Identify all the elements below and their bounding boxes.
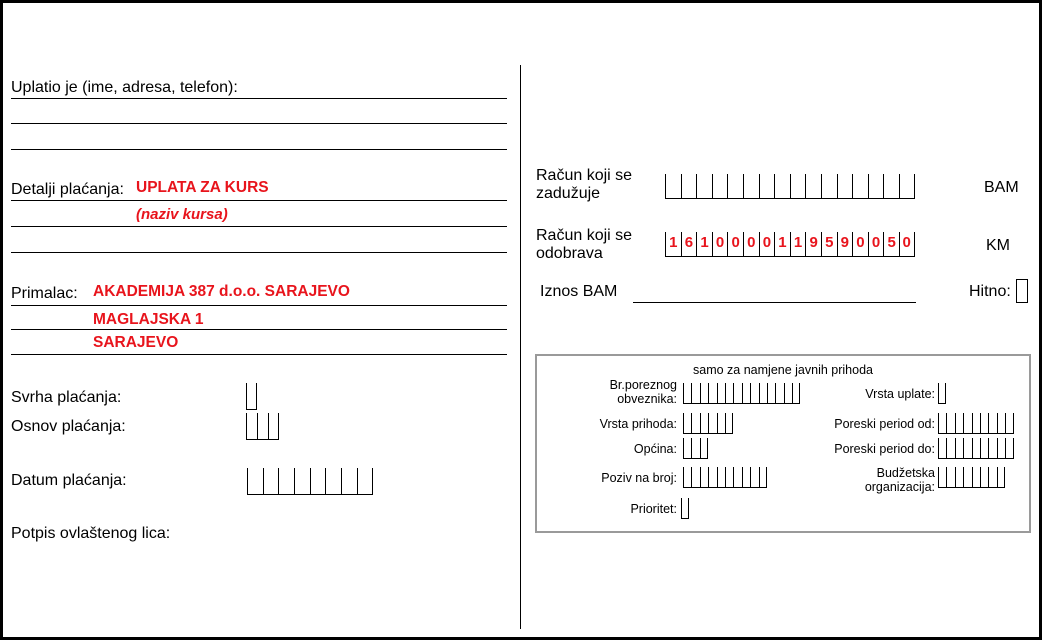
purpose-label: Svrha plaćanja: <box>11 389 122 406</box>
payment-details-label: Detalji plaćanja: <box>11 181 124 198</box>
municipality-label: Općina: <box>633 442 677 456</box>
recipient-label: Primalac: <box>11 285 78 302</box>
urgent-checkbox[interactable] <box>1016 279 1028 303</box>
tax-period-from-boxes[interactable] <box>938 413 1014 434</box>
tax-number-label: Br.poreznog obveznika: <box>609 378 677 407</box>
basis-label: Osnov plaćanja: <box>11 418 126 435</box>
details-line-1 <box>11 200 507 201</box>
credit-account-digit: 9 <box>837 232 853 256</box>
reference-number-boxes[interactable] <box>683 467 767 488</box>
public-revenue-title: samo za namjene javnih prihoda <box>693 363 873 377</box>
urgent-label: Hitno: <box>969 283 1011 300</box>
credit-account-label: Račun koji se odobrava <box>536 227 633 263</box>
credit-account-digit: 6 <box>681 232 697 256</box>
date-label: Datum plaćanja: <box>11 472 127 489</box>
credit-account-digit: 0 <box>868 232 884 256</box>
payment-type-box[interactable] <box>938 383 946 404</box>
amount-label: Iznos BAM <box>540 283 618 300</box>
tax-period-from-label: Poreski period od: <box>834 417 935 431</box>
credit-account-digit: 1 <box>774 232 790 256</box>
credit-account-digit: 0 <box>852 232 868 256</box>
purpose-code-boxes[interactable] <box>246 383 257 410</box>
payer-line-2[interactable] <box>11 123 507 124</box>
recipient-line-2 <box>11 329 507 330</box>
payer-label: Uplatio je (ime, adresa, telefon): <box>11 79 238 96</box>
revenue-type-boxes[interactable] <box>683 413 733 434</box>
payment-details-hint: (naziv kursa) <box>136 206 228 223</box>
section-divider <box>520 65 521 629</box>
payer-line-3[interactable] <box>11 149 507 150</box>
credit-account-digit: 1 <box>790 232 806 256</box>
date-boxes[interactable] <box>247 468 373 495</box>
credit-account-digit: 0 <box>759 232 775 256</box>
recipient-street[interactable]: MAGLAJSKA 1 <box>93 311 204 328</box>
credit-account-digit: 0 <box>899 232 915 256</box>
debit-account-boxes[interactable] <box>665 174 915 199</box>
budget-org-label: Budžetska organizacija: <box>864 466 935 495</box>
tax-number-boxes[interactable] <box>683 383 800 404</box>
credit-account-digit: 0 <box>712 232 728 256</box>
reference-number-label: Poziv na broj: <box>601 471 677 485</box>
credit-account-digit: 5 <box>883 232 899 256</box>
tax-period-to-boxes[interactable] <box>938 438 1014 459</box>
details-line-2[interactable] <box>11 226 507 227</box>
priority-box[interactable] <box>681 498 689 519</box>
priority-label: Prioritet: <box>630 502 677 516</box>
credit-account-digit: 5 <box>821 232 837 256</box>
amount-input-line[interactable] <box>633 302 916 303</box>
signature-label: Potpis ovlaštenog lica: <box>11 525 171 542</box>
recipient-city[interactable]: SARAJEVO <box>93 334 179 351</box>
credit-currency: KM <box>986 237 1010 254</box>
credit-account-digit: 0 <box>743 232 759 256</box>
recipient-line-3 <box>11 354 507 355</box>
credit-account-digit: 9 <box>805 232 821 256</box>
debit-account-label: Račun koji se zadužuje <box>536 167 633 203</box>
tax-period-to-label: Poreski period do: <box>834 442 935 456</box>
budget-org-boxes[interactable] <box>938 467 1005 488</box>
payer-line-1[interactable] <box>11 98 507 99</box>
recipient-line-1 <box>11 305 507 306</box>
payment-details-value[interactable]: UPLATA ZA KURS <box>136 179 269 196</box>
basis-code-boxes[interactable] <box>246 413 279 440</box>
revenue-type-label: Vrsta prihoda: <box>599 417 677 431</box>
payment-type-label: Vrsta uplate: <box>865 387 935 401</box>
recipient-name[interactable]: AKADEMIJA 387 d.o.o. SARAJEVO <box>93 283 350 300</box>
municipality-boxes[interactable] <box>683 438 708 459</box>
credit-account-digit: 0 <box>727 232 743 256</box>
credit-account-digit: 1 <box>696 232 712 256</box>
debit-currency: BAM <box>984 179 1019 196</box>
credit-account-digit: 1 <box>665 232 681 256</box>
details-line-3[interactable] <box>11 252 507 253</box>
credit-account-boxes[interactable] <box>665 232 915 257</box>
